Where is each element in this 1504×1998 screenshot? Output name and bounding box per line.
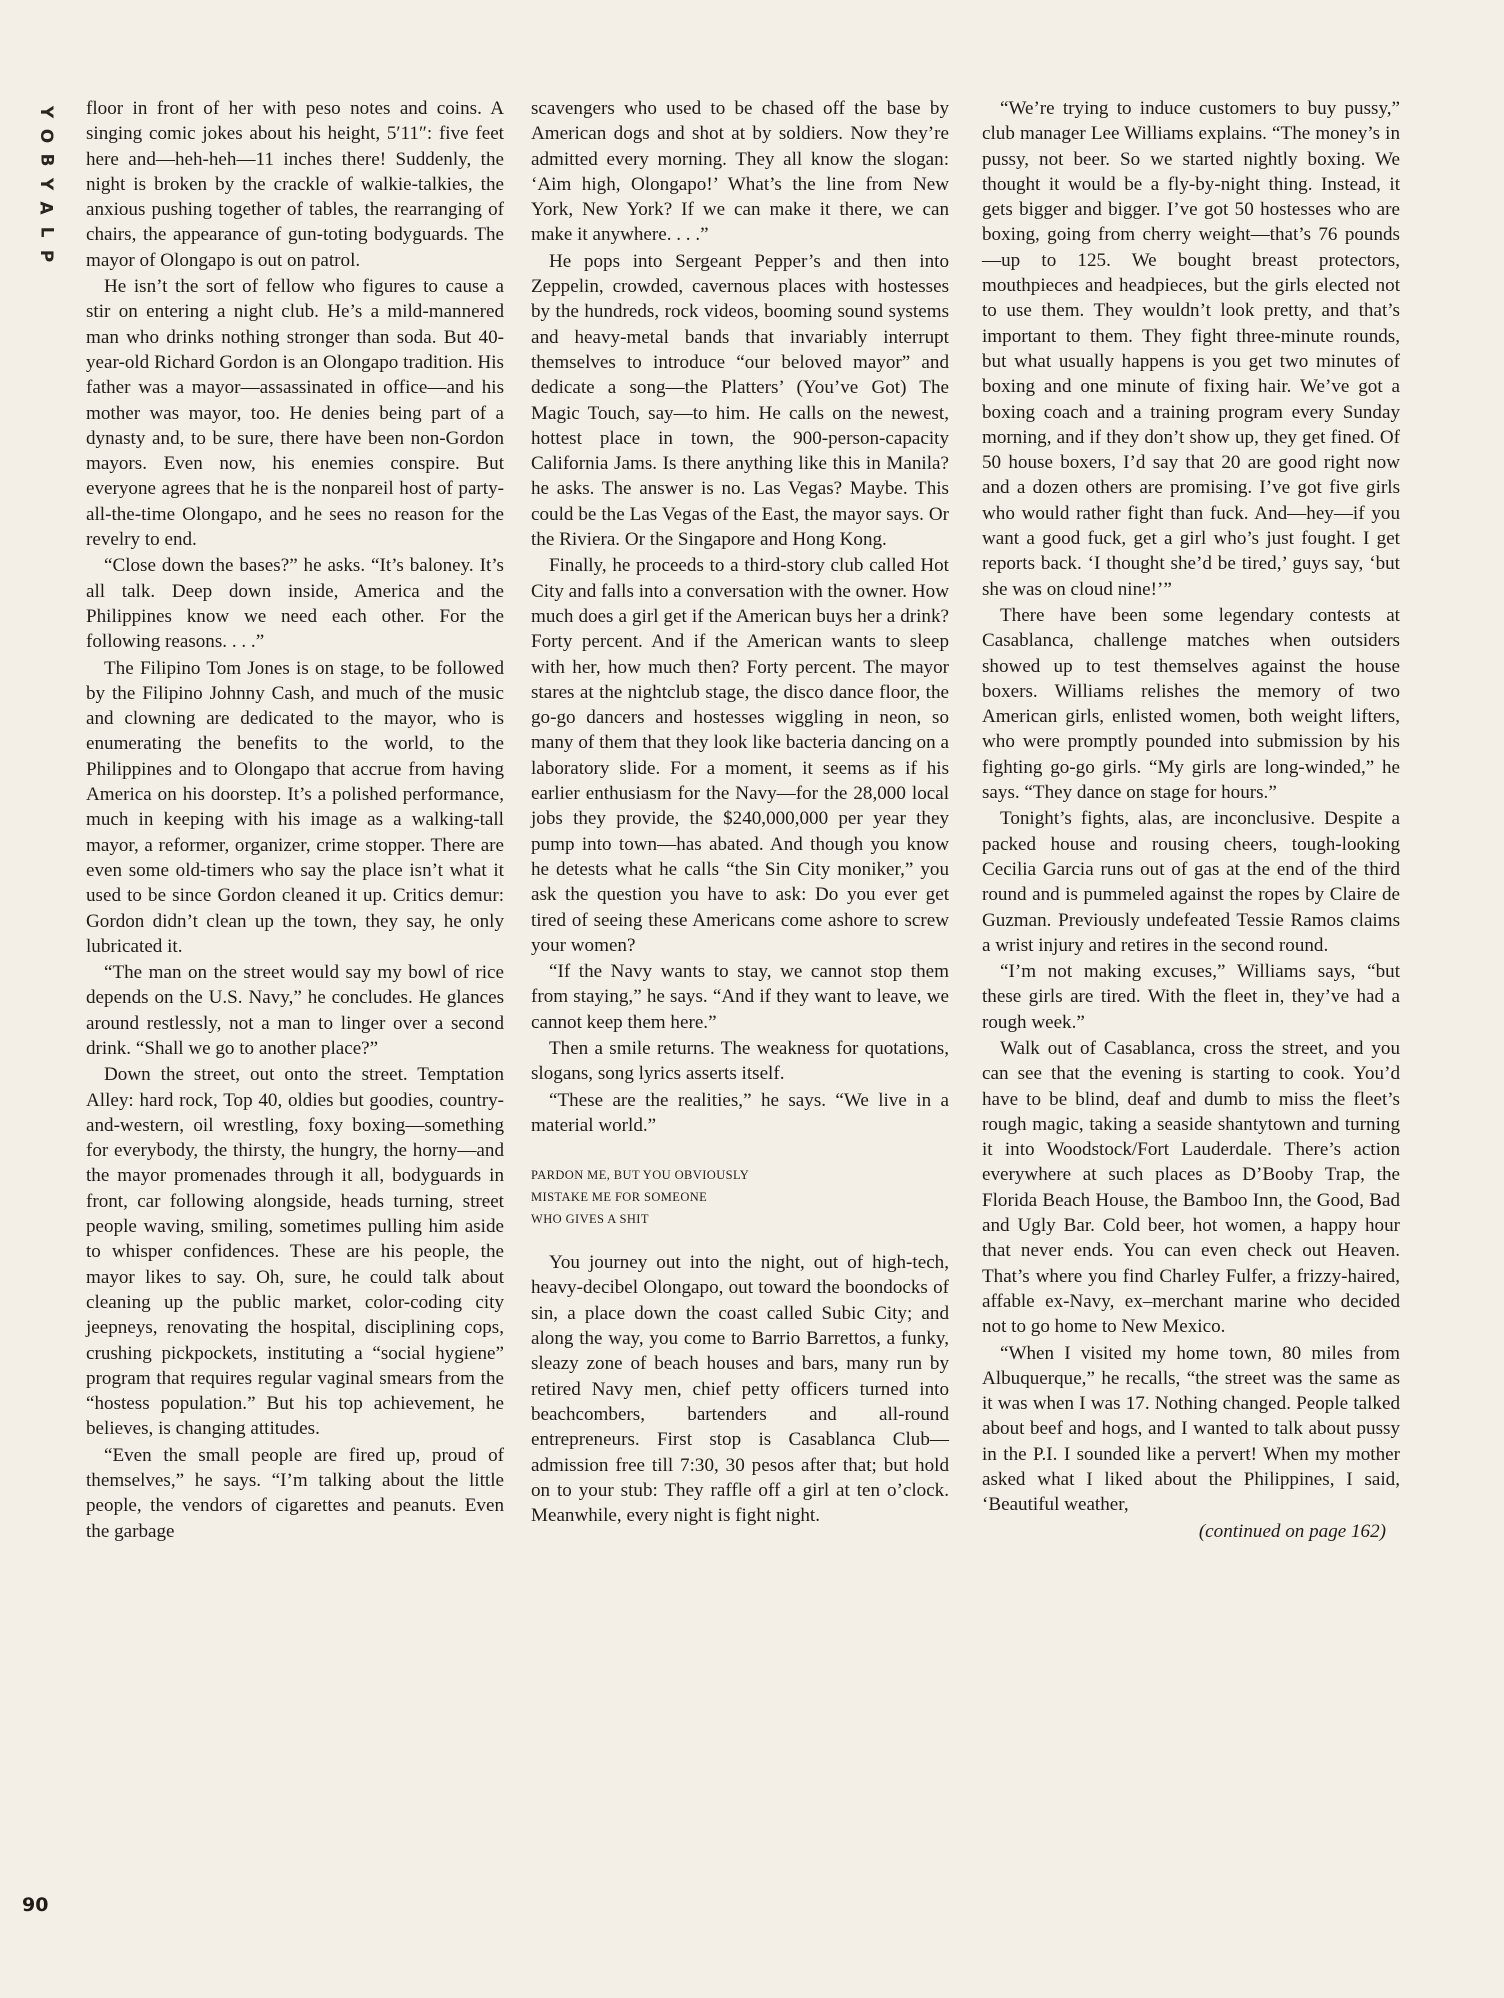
paragraph: He isn’t the sort of fellow who figures to cause a stir on entering a night club. He’s a mild-mannered man who drinks nothing stronger than soda. But 40-year-old Richard Gordon is an Olongapo tradition. His father was a mayor—assassinated in office—and his mother was mayor, too. He denies being part of a dynasty and, to be sure, there have been non-Gordon mayors. Even now, his enemies conspire. But everyone agrees that he is the nonpareil host of party-all-the-time Olongapo, and he sees no reason for the revelry to end. bbox=[86, 276, 504, 551]
article-column-3 bbox=[982, 96, 1400, 1544]
paragraph: “These are the realities,” he says. “We live in a material world.” bbox=[531, 1089, 949, 1136]
paragraph: “When I visited my home town, 80 miles from Albuquerque,” he recalls, “the street was the same as it was when I was 17. Nothing changed. People talked about beef and hogs, and I wanted to talk about pussy in the P.I. I sounded like a pervert! When my mother asked what I liked about the Philippines, I said, ‘Beautiful weather, bbox=[982, 1342, 1400, 1516]
section-subhead bbox=[531, 1164, 949, 1230]
paragraph: “Even the small people are fired up, proud of themselves,” he says. “I’m talking about the little people, the vendors of cigarettes and peanuts. Even the garbage bbox=[86, 1444, 504, 1542]
masthead-letter: P bbox=[36, 249, 56, 263]
masthead-letter: A bbox=[35, 201, 56, 215]
paragraph: Then a smile returns. The weakness for quotations, slogans, song lyrics asserts itself. bbox=[531, 1037, 949, 1085]
paragraph: Down the street, out onto the street. Temptation Alley: hard rock, Top 40, oldies but goodies, country-and-western, oil wrestling, foxy boxing—something for everybody, the thirsty, the hungry, the horny—and the mayor promenades through it all, bodyguards in front, car following alongside, heads turning, street people waving, smiling, sometimes pulling him aside to whisper confidences. These are his people, the mayor likes to say. Oh, sure, he could talk about cleaning up the public market, color-coding city jeepneys, renovating the hospital, disciplining cops, crushing pickpockets, instituting a “social hygiene” program that requires regular vaginal smears from the “hostess population.” But his top achievement, he believes, is changing attitudes. bbox=[86, 1064, 504, 1440]
masthead-letter: B bbox=[36, 153, 56, 167]
masthead-letter: L bbox=[36, 226, 56, 238]
paragraph: floor in front of her with peso notes and coins. A singing comic jokes about his height, 5′11″: five feet here and—heh-heh—11 inches there! Suddenly, the night is broken by the crackle of walkie-talkies, the anxious pushing together of tables, the rearranging of chairs, the appearance of gun-toting bodyguards. The mayor of Olongapo is out on patrol. bbox=[86, 98, 504, 271]
subhead-line: PARDON ME, BUT YOU OBVIOUSLY bbox=[531, 1168, 750, 1183]
magazine-masthead bbox=[32, 100, 60, 268]
paragraph: scavengers who used to be chased off the base by American dogs and shot at by soldiers. Now they’re admitted every morning. They all know the slogan: ‘Aim high, Olongapo!’ What’s the line from New York, New York? If we can make it there, we can make it anywhere. . . .” bbox=[531, 98, 949, 246]
paragraph: The Filipino Tom Jones is on stage, to be followed by the Filipino Johnny Cash, and much of the music and clowning are dedicated to the mayor, who is enumerating the benefits to the world, to the Philippines and to Olongapo that accrue from having America on his doorstep. It’s a polished performance, much in keeping with his image as a walking-tall mayor, a reformer, organizer, crime stopper. There are even some old-timers who say the place isn’t what it used to be since Gordon cleaned it up. Critics demur: Gordon didn’t clean up the town, they say, he only lubricated it. bbox=[86, 657, 504, 957]
paragraph: “If the Navy wants to stay, we cannot stop them from staying,” he says. “And if they want to leave, we cannot keep them here.” bbox=[531, 961, 949, 1033]
masthead-letter: Y bbox=[36, 105, 56, 119]
continued-on-page-note: (continued on page 162) bbox=[1198, 1520, 1386, 1542]
paragraph: “I’m not making excuses,” Williams says, “but these girls are tired. With the fleet in, they’ve had a rough week.” bbox=[982, 961, 1400, 1033]
article-column-1 bbox=[86, 96, 504, 1545]
paragraph: Finally, he proceeds to a third-story club called Hot City and falls into a conversation with the owner. How much does a girl get if the American buys her a drink? Forty percent. And if the American wants to sleep with her, how much then? Forty percent. The mayor stares at the nightclub stage, the disco dance floor, the go-go dancers and hostesses wiggling in neon, so many of them that they look like bacteria dancing on a laboratory slide. For a moment, it seems as if his earlier enthusiasm for the Navy—for the 28,000 local jobs they provide, the $240,000,000 per year they pump into town—has abated. And though you know he detests what he calls “the Sin City moniker,” you ask the question you have to ask: Do you ever get tired of seeing these Americans come ashore to screw your women? bbox=[531, 555, 949, 956]
subhead-line: MISTAKE ME FOR SOMEONE bbox=[531, 1190, 708, 1205]
paragraph: There have been some legendary contests at Casablanca, challenge matches when outsiders showed up to test themselves against the house boxers. Williams relishes the memory of two American girls, enlisted women, both weight lifters, who were promptly pounded into submission by his fighting go-go girls. “My girls are long-winded,” he says. “They dance on stage for hours.” bbox=[982, 604, 1400, 804]
paragraph: Walk out of Casablanca, cross the street, and you can see that the evening is starting to cook. You’d have to be blind, deaf and dumb to miss the fleet’s rough magic, taking a seaside shantytown and turning it into Woodstock/Fort Lauderdale. There’s action everywhere at such places as D’Booby Trap, the Florida Beach House, the Bamboo Inn, the Good, Bad and Ugly Bar. Cold beer, hot women, a happy hour that never ends. You can even check out Heaven. That’s where you find Charley Fulfer, a frizzy-haired, affable ex-Navy, ex–merchant marine who decided not to go home to New Mexico. bbox=[982, 1037, 1400, 1338]
masthead-letter: O bbox=[35, 128, 56, 144]
paragraph: “Close down the bases?” he asks. “It’s baloney. It’s all talk. Deep down inside, America and the Philippines know we need each other. For the following reasons. . . .” bbox=[86, 555, 504, 653]
page-number: 90 bbox=[22, 1894, 49, 1916]
paragraph: “The man on the street would say my bowl of rice depends on the U.S. Navy,” he concludes. He glances around restlessly, not a man to linger over a second drink. “Shall we go to another place?” bbox=[86, 962, 504, 1059]
paragraph: You journey out into the night, out of high-tech, heavy-decibel Olongapo, out toward the boondocks of sin, a place down the coast called Subic City; and along the way, you come to Barrio Barrettos, a funky, sleazy zone of beach houses and bars, many run by retired Navy men, chief petty officers turned into beachcombers, bartenders and all-round entrepreneurs. First stop is Casablanca Club—admission free till 7:30, 30 pesos after that; but hold on to your stub: They raffle off a girl at ten o’clock. Meanwhile, every night is fight night. bbox=[531, 1252, 949, 1527]
subhead-line: WHO GIVES A SHIT bbox=[531, 1212, 649, 1227]
masthead-letter: Y bbox=[36, 177, 56, 191]
paragraph: “We’re trying to induce customers to buy pussy,” club manager Lee Williams explains. “The money’s in pussy, not beer. So we started nightly boxing. We thought it would be a fly-by-night thing. Instead, it gets bigger and bigger. I’ve got 50 hostesses who are boxing, going from cherry weight—that’s 76 pounds—up to 125. We bought breast protectors, mouthpieces and headpieces, but the girls elected not to use them. They wouldn’t look pretty, and that’s important to them. They fight three-minute rounds, but what usually happens is you get two minutes of boxing and one minute of fixing hair. We’ve got a boxing coach and a training program every Sunday morning, and if they don’t show up, they get fined. Of 50 house boxers, I’d say that 20 are good right now and a dozen others are promising. I’ve got five girls who would rather fight than fuck. And—hey—if you want a good fuck, get a girl who’s just fought. I get reports back. ‘I thought she’d be tired,’ guys say, ‘but she was on cloud nine!’” bbox=[982, 98, 1400, 600]
paragraph: Tonight’s fights, alas, are inconclusive. Despite a packed house and rousing cheers, tough-looking Cecilia Garcia runs out of gas at the end of the third round and is pummeled against the ropes by Claire de Guzman. Previously undefeated Tessie Ramos claims a wrist injury and retires in the second round. bbox=[982, 808, 1400, 956]
paragraph: He pops into Sergeant Pepper’s and then into Zeppelin, crowded, cavernous places with hostesses by the hundreds, rock videos, booming sound systems and heavy-metal bands that invariably interrupt themselves to introduce “our beloved mayor” and dedicate a song—the Platters’ (You’ve Got) The Magic Touch, say—to him. He calls on the newest, hottest place in town, the 900-person-capacity California Jams. Is there anything like this in Manila? he asks. The answer is no. Las Vegas? Maybe. This could be the Las Vegas of the East, the mayor says. Or the Riviera. Or the Singapore and Hong Kong. bbox=[531, 250, 949, 551]
article-column-2 bbox=[531, 96, 949, 1529]
